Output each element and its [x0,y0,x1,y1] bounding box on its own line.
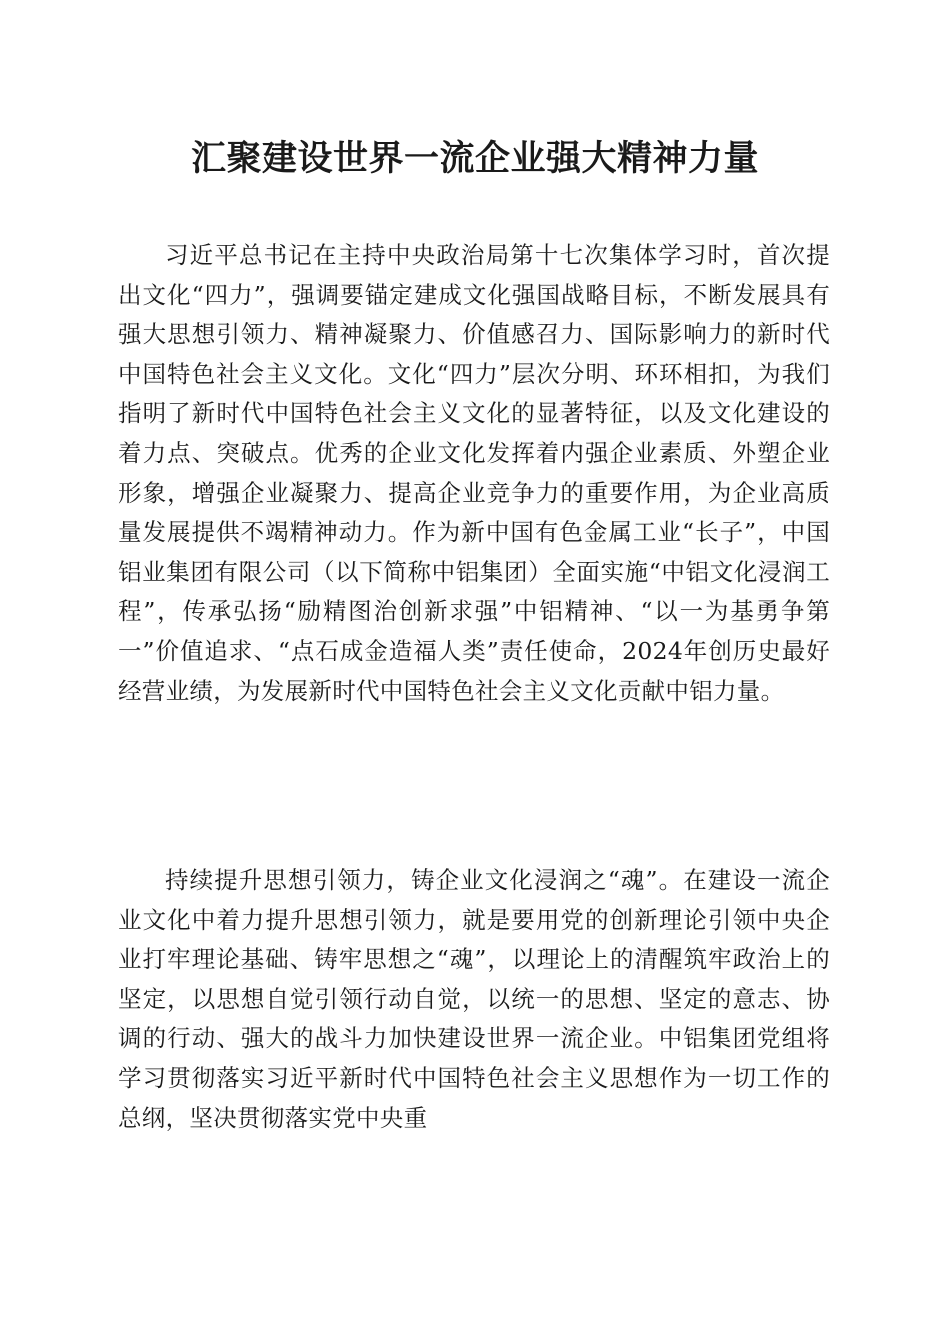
page-title: 汇聚建设世界一流企业强大精神力量 [190,138,759,179]
body-paragraph-1: 习近平总书记在主持中央政治局第十七次集体学习时，首次提出文化“四力”，强调要锚定建成文化强国战略目标，不断发展具有强大思想引领力、精神凝聚力、价值感召力、国际影响力的新时代中国特色社会主义文化。文化“四力”层次分明、环环相扣，为我们指明了新时代中国特色社会主义文化的显著特征，以及文化建设的着力点、突破点。优秀的企业文化发挥着内强企业素质、外塑企业形象，增强企业凝聚力、提高企业竞争力的重要作用，为企业高质量发展提供不竭精神动力。作为新中国有色金属工业“长子”，中国铝业集团有限公司（以下简称中铝集团）全面实施“中铝文化浸润工程”，传承弘扬“励精图治创新求强”中铝精神、“以一为基勇争第一”价值追求、“点石成金造福人类”责任使命，2024年创历史最好经营业绩，为发展新时代中国特色社会主义文化贡献中铝力量。 [118,241,830,705]
body-paragraph-2: 持续提升思想引领力，铸企业文化浸润之“魂”。在建设一流企业文化中着力提升思想引领力，就是要用党的创新理论引领中央企业打牢理论基础、铸牢思想之“魂”，以理论上的清醒筑牢政治上的坚定，以思想自觉引领行动自觉，以统一的思想、坚定的意志、协调的行动、强大的战斗力加快建设世界一流企业。中铝集团党组将学习贯彻落实习近平新时代中国特色社会主义思想作为一切工作的总纲，坚决贯彻落实党中央重 [118,866,830,1132]
